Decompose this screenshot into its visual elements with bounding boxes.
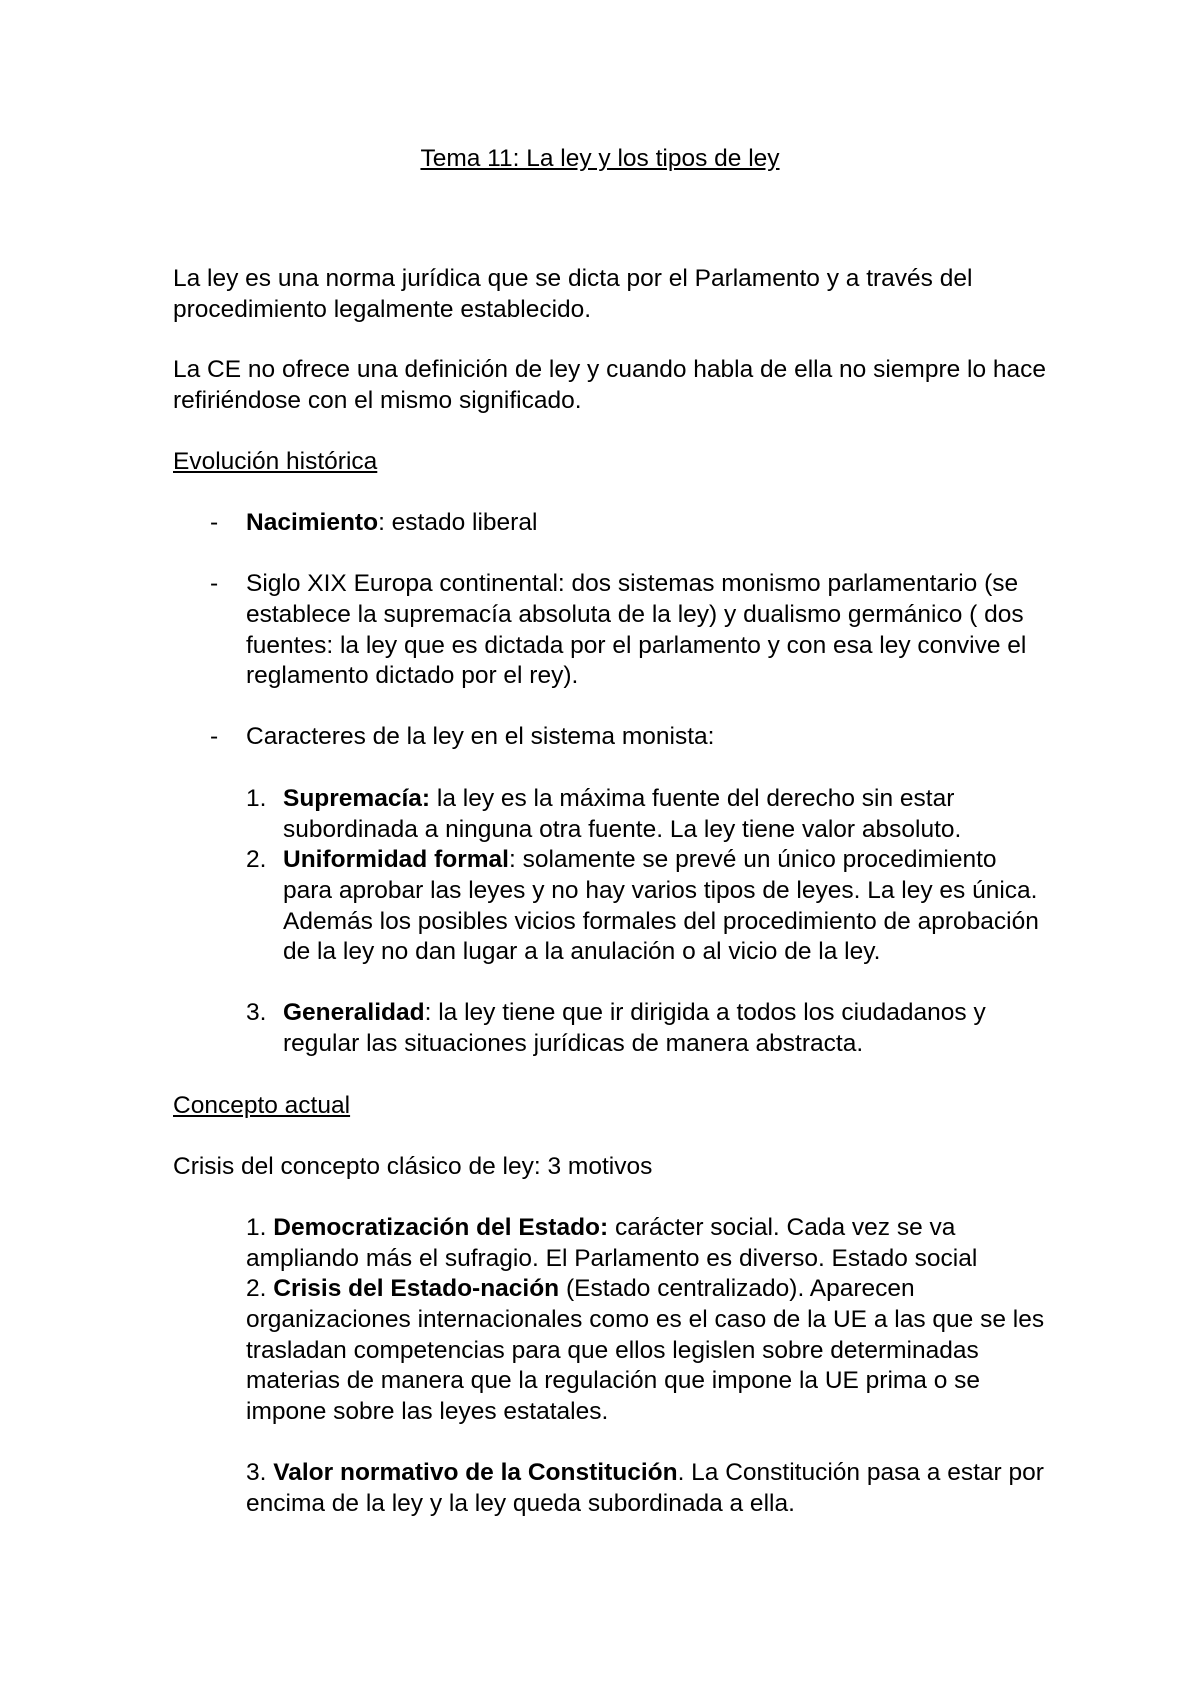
section-heading-evolucion: Evolución histórica: [173, 448, 378, 475]
caracter-text: [283, 784, 1043, 846]
bold-term: Nacimiento: [246, 509, 379, 536]
evolucion-item-text: Caracteres de la ley en el sistema monista:: [246, 723, 715, 750]
item-rest: : la ley tiene que ir dirigida a todos los ciudadanos y regular las situaciones jurídicas de manera abstracta.: [283, 999, 986, 1057]
bold-term: Generalidad: [283, 999, 425, 1026]
section-heading-concepto: Concepto actual: [173, 1092, 351, 1119]
item-rest: carácter social. Cada vez se va ampliando más el sufragio. El Parlamento es diverso. Estado social: [246, 1214, 978, 1272]
document-title: Tema 11: La ley y los tipos de ley: [420, 145, 780, 172]
list-number: 1.: [246, 1214, 274, 1241]
list-number: 2.: [246, 846, 267, 873]
bold-term: Democratización del Estado:: [273, 1214, 609, 1241]
dash-marker: -: [210, 570, 219, 597]
dash-marker: -: [210, 509, 219, 536]
item-rest: la ley es la máxima fuente del derecho sin estar subordinada a ninguna otra fuente. La ley tiene valor absoluto.: [283, 785, 962, 843]
list-number: 3.: [246, 1459, 274, 1486]
evolucion-item-text: [246, 508, 1046, 539]
item-rest: (Estado centralizado). Aparecen organizaciones internacionales como es el caso de la UE a las que se les trasladan competencias para que ellos legislen sobre determinadas materias de manera que la regulación que impone la UE prima o se impone sobre las leyes estatales.: [246, 1275, 1045, 1426]
motivo-item-valor-normativo: [246, 1458, 1046, 1520]
item-rest: : estado liberal: [378, 509, 538, 536]
motivo-item-crisis-estado-nacion: [246, 1274, 1046, 1428]
bold-term: Valor normativo de la Constitución: [273, 1459, 678, 1486]
bold-term: Uniformidad formal: [283, 846, 509, 873]
caracter-text: [283, 845, 1043, 968]
intro-paragraph-1: La ley es una norma jurídica que se dicta por el Parlamento y a través del procedimiento legalmente establecido.: [173, 265, 973, 323]
caracter-text: [283, 998, 1043, 1060]
motivo-item-democratizacion: [246, 1213, 1046, 1275]
item-rest: : solamente se prevé un único procedimiento para aprobar las leyes y no hay varios tipos de leyes. La ley es única. Además los posibles vicios formales del procedimiento de aprobación de la ley no dan lugar a la anulación o al vicio de la ley.: [283, 846, 1039, 966]
list-number: 2.: [246, 1275, 274, 1302]
list-number: 3.: [246, 999, 267, 1026]
evolucion-item-text: Siglo XIX Europa continental: dos sistemas monismo parlamentario (se establece la supremacía absoluta de la ley) y dualismo germánico ( dos fuentes: la ley que es dictada por el parlamento y con esa ley convive el reglamento dictado por el rey).: [246, 570, 1027, 690]
intro-paragraph-2: La CE no ofrece una definición de ley y cuando habla de ella no siempre lo hace refiriéndose con el mismo significado.: [173, 356, 1047, 414]
dash-marker: -: [210, 723, 219, 750]
item-rest: . La Constitución pasa a estar por encima de la ley y la ley queda subordinada a ella.: [246, 1459, 1044, 1517]
list-number: 1.: [246, 785, 267, 812]
bold-term: Crisis del Estado-nación: [273, 1275, 560, 1302]
bold-term: Supremacía:: [283, 785, 431, 812]
crisis-intro: Crisis del concepto clásico de ley: 3 motivos: [173, 1153, 653, 1180]
